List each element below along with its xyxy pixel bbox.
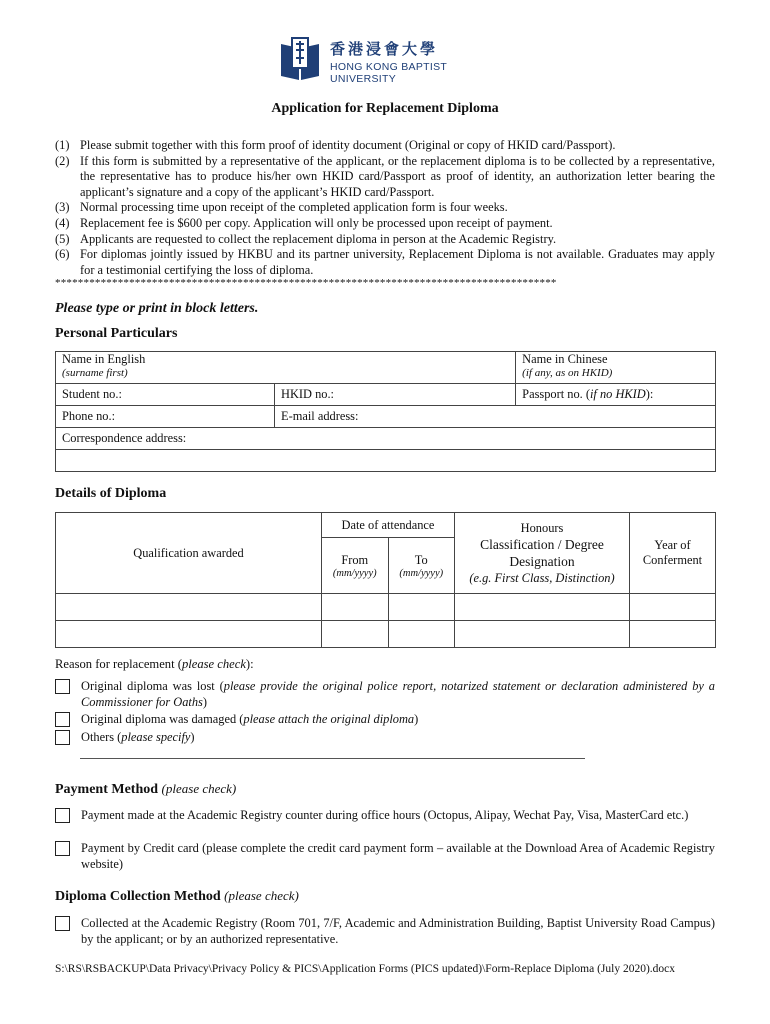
reason-label: [55, 657, 254, 672]
collection-registry-option: [55, 915, 715, 947]
conferment-header: [630, 513, 716, 594]
reason-hint: please check: [181, 657, 246, 671]
address-label: Correspondence address:: [62, 431, 187, 445]
reason-label-text: Reason for replacement (: [55, 657, 182, 671]
reason-lost-hint: please provide the original police report, notarized statement or declaration administered by a Commissioner for Oaths: [81, 679, 715, 709]
personal-particulars-table: [55, 351, 716, 472]
block-letters-instruction: Please type or print in block letters.: [55, 301, 259, 316]
diploma-entry-row: [56, 594, 716, 621]
name-chinese-hint: (if any, as on HKID): [522, 367, 613, 379]
phone-no-label: Phone no.:: [62, 409, 116, 423]
payment-counter-text: Payment made at the Academic Registry counter during office hours (Octopus, Alipay, Wechat Pay, Visa, MasterCard etc.): [81, 808, 689, 822]
qualification-input[interactable]: [56, 621, 322, 648]
instruction-item: [55, 216, 715, 232]
payment-method-title: Payment Method: [55, 782, 159, 797]
email-field[interactable]: [275, 406, 716, 428]
payment-credit-checkbox[interactable]: [55, 841, 70, 856]
reason-others-end: ): [190, 730, 195, 744]
student-no-field[interactable]: [56, 384, 275, 406]
instruction-number: (6): [55, 247, 70, 262]
honours-label: Honours: [520, 521, 564, 535]
passport-no-hint: if no HKID: [589, 387, 646, 401]
honours-example-hint: (e.g. First Class, Distinction): [469, 571, 615, 585]
conferment-input[interactable]: [630, 621, 716, 648]
name-english-cell[interactable]: [56, 352, 516, 384]
name-english-hint: (surname first): [62, 367, 128, 379]
reason-others-label: Others (: [81, 730, 122, 744]
diploma-entry-row: [56, 621, 716, 648]
personal-particulars-heading: Personal Particulars: [55, 326, 178, 341]
reason-lost-text: [81, 678, 715, 710]
instruction-item: [55, 200, 715, 216]
address-continuation-field[interactable]: [56, 450, 716, 472]
separator-line: ****************************************************************************************: [55, 277, 557, 289]
instruction-text: If this form is submitted by a representative of the applicant, or the replacement diploma is to be collected by a representative, the representative has to produce his/her own HKID card/Passport as proof of identity, an authorization letter bearing the applicant’s signature and a copy of the applicant’s HKID card/Passport.: [80, 153, 715, 199]
instruction-text: Normal processing time upon receipt of the completed application form is four weeks.: [80, 200, 508, 215]
conferment-label: Year of Conferment: [642, 538, 703, 567]
from-format-hint: (mm/yyyy): [332, 567, 377, 579]
honours-header: [455, 513, 630, 594]
reason-others-option: [55, 729, 715, 745]
to-format-hint: (mm/yyyy): [399, 567, 444, 579]
phone-no-field[interactable]: [56, 406, 275, 428]
to-label: To: [414, 552, 428, 567]
hkbu-crest-icon: [278, 36, 322, 80]
instruction-item: [55, 232, 715, 248]
logo-english-name: HONG KONG BAPTIST UNIVERSITY: [330, 61, 447, 85]
payment-method-heading: [55, 781, 236, 798]
student-no-label: Student no.:: [62, 387, 122, 401]
qualification-input[interactable]: [56, 594, 322, 621]
attendance-label: Date of attendance: [341, 517, 435, 532]
to-input[interactable]: [388, 594, 455, 621]
collection-method-heading: [55, 888, 299, 905]
from-input[interactable]: [322, 621, 389, 648]
to-input[interactable]: [388, 621, 455, 648]
reason-lost-end: ): [202, 695, 207, 709]
instruction-item: [55, 247, 715, 278]
passport-no-label-end: ):: [645, 387, 654, 401]
name-english-label: Name in English: [62, 352, 146, 366]
instruction-item: [55, 138, 715, 154]
instruction-number: (1): [55, 138, 70, 152]
passport-no-field[interactable]: [516, 384, 716, 406]
attendance-header: [322, 513, 455, 538]
instruction-number: (3): [55, 200, 70, 215]
diploma-details-heading: Details of Diploma: [55, 486, 167, 501]
to-header: [388, 538, 455, 594]
instruction-text: Please submit together with this form proof of identity document (Original or copy of HKID card/Passport).: [80, 138, 616, 152]
qualification-label: Qualification awarded: [133, 545, 244, 560]
instruction-text: Applicants are requested to collect the replacement diploma in person at the Academic Registry.: [80, 231, 557, 246]
reason-damaged-end: ): [414, 712, 419, 726]
passport-no-label: Passport no. (: [522, 387, 590, 401]
hkid-no-label: HKID no.:: [281, 387, 334, 401]
payment-credit-text: Payment by Credit card (please complete the credit card payment form – available at the Download Area of Academic Registry website): [81, 841, 715, 871]
payment-credit-option: [55, 840, 715, 872]
name-chinese-cell[interactable]: [516, 352, 716, 384]
payment-method-hint: (please check): [161, 781, 237, 796]
reason-label-end: ):: [245, 657, 254, 671]
reason-damaged-checkbox[interactable]: [55, 712, 70, 727]
reason-others-hint: please specify: [121, 730, 191, 744]
form-title: Application for Replacement Diploma: [271, 101, 499, 116]
collection-registry-text: Collected at the Academic Registry (Room 701, 7/F, Academic and Administration Building, Baptist University Road Campus) by the applicant; or by an authorized representative.: [81, 916, 715, 946]
reason-lost-label: Original diploma was lost (: [81, 679, 224, 693]
file-path-footer: S:\RS\RSBACKUP\Data Privacy\Privacy Policy & PICS\Application Forms (PICS updated)\Form-Replace Diploma (July 2020).docx: [55, 963, 676, 975]
reason-damaged-hint: please attach the original diploma: [243, 712, 415, 726]
from-label: From: [341, 552, 369, 567]
honours-input[interactable]: [455, 621, 630, 648]
instructions-list: [55, 138, 715, 278]
instruction-number: (5): [55, 231, 70, 246]
payment-counter-option: [55, 807, 715, 823]
collection-method-title: Diploma Collection Method: [55, 889, 221, 904]
from-header: [322, 538, 389, 594]
reason-lost-checkbox[interactable]: [55, 679, 70, 694]
reason-lost-option: [55, 678, 715, 710]
honours-input[interactable]: [455, 594, 630, 621]
email-label: E-mail address:: [281, 409, 359, 423]
reason-others-text: [81, 729, 715, 745]
classification-label: Classification / Degree Designation: [480, 537, 604, 569]
hkid-no-field[interactable]: [275, 384, 516, 406]
address-field[interactable]: [56, 428, 716, 450]
reason-damaged-option: [55, 711, 715, 727]
others-specify-line[interactable]: [80, 758, 585, 759]
logo-chinese-name: 香港浸會大學: [330, 40, 439, 58]
reason-others-checkbox[interactable]: [55, 730, 70, 745]
instruction-text: For diplomas jointly issued by HKBU and its partner university, Replacement Diploma is not available. Graduates may apply for a testimonial certifying the loss of diploma.: [80, 247, 715, 277]
reason-damaged-text: [81, 711, 715, 727]
collection-registry-checkbox[interactable]: [55, 916, 70, 931]
collection-method-hint: (please check): [224, 888, 299, 903]
instruction-number: (2): [55, 153, 70, 168]
conferment-input[interactable]: [630, 594, 716, 621]
instruction-item: [55, 154, 715, 201]
payment-counter-checkbox[interactable]: [55, 808, 70, 823]
reason-damaged-label: Original diploma was damaged (: [81, 712, 244, 726]
instruction-number: (4): [55, 215, 70, 230]
university-logo: [278, 36, 488, 85]
instruction-text: Replacement fee is $600 per copy. Application will only be processed upon receipt of payment.: [80, 215, 553, 230]
from-input[interactable]: [322, 594, 389, 621]
name-chinese-label: Name in Chinese: [522, 352, 608, 366]
qualification-header: [56, 513, 322, 594]
diploma-details-table: [55, 512, 716, 648]
